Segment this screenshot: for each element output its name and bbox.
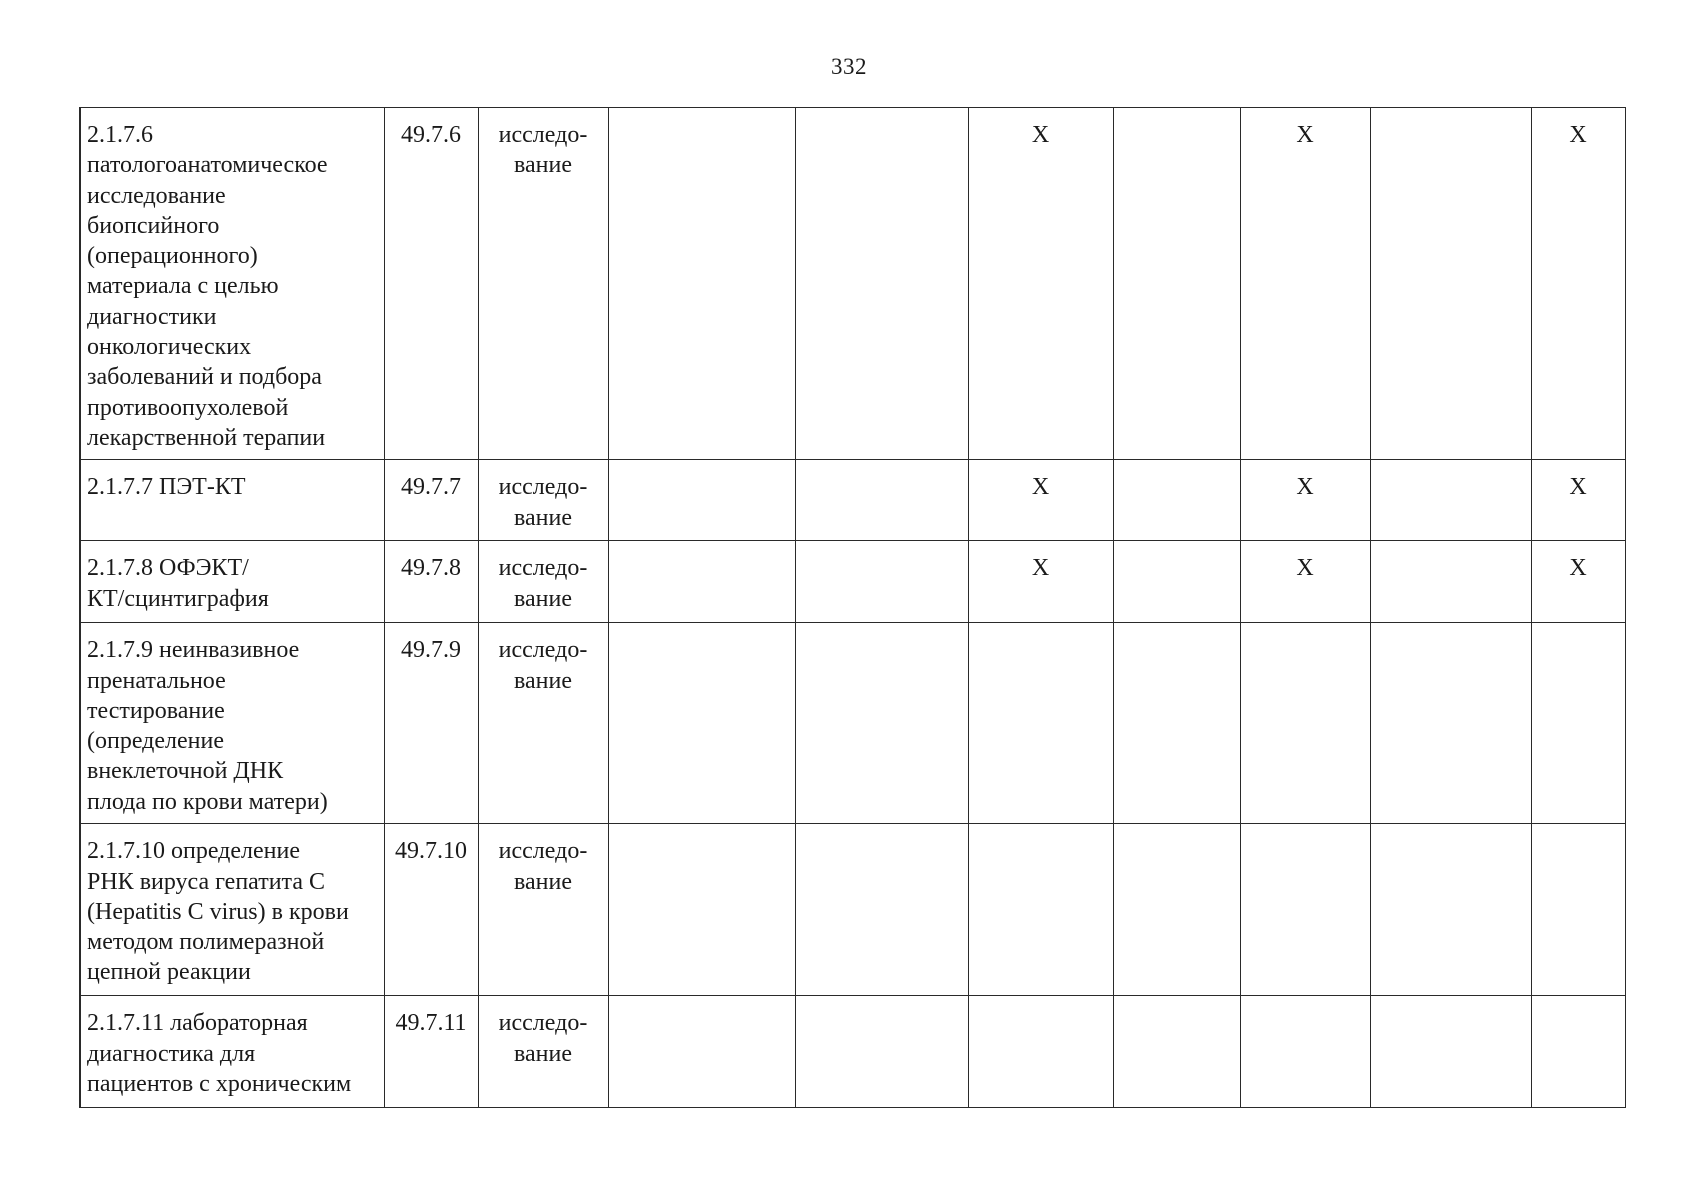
unit-line: вание: [513, 504, 572, 531]
cell-mark: X: [1240, 541, 1370, 623]
cell-mark: X: [968, 541, 1113, 623]
cell-mark: [968, 996, 1113, 1108]
service-name-line: пренатальное: [87, 667, 226, 694]
service-name-line: биопсийного: [87, 212, 220, 239]
service-name-line: РНК вируса гепатита С: [87, 868, 325, 895]
cell-service-name: [80, 460, 384, 541]
service-name-line: 2.1.7.8 ОФЭКТ/: [87, 555, 249, 582]
service-name-line: 2.1.7.9 неинвазивное: [87, 637, 300, 664]
page-number: 332: [831, 54, 867, 79]
unit-line: исследо-: [498, 637, 588, 664]
cell-row-code: 49.7.9: [384, 623, 478, 824]
cell-service-name: [80, 996, 384, 1108]
cell-service-name: [80, 824, 384, 996]
cell-row-code: 49.7.10: [384, 824, 478, 996]
cell-unit: [478, 824, 608, 996]
cell-mark: [608, 996, 795, 1108]
service-name-line: методом полимеразной: [87, 929, 325, 956]
cell-row-code: 49.7.8: [384, 541, 478, 623]
cell-mark: X: [968, 108, 1113, 460]
cell-mark: [795, 108, 968, 460]
cell-mark: X: [1240, 108, 1370, 460]
service-name-line: внеклеточной ДНК: [87, 758, 284, 785]
table-row: [80, 541, 1625, 623]
service-name-line: заболеваний и подбора: [87, 364, 322, 391]
cell-mark: [608, 824, 795, 996]
unit-line: вание: [513, 667, 572, 694]
unit-line: исследо-: [498, 474, 588, 501]
table-row: [80, 824, 1625, 996]
unit-line: исследо-: [498, 555, 588, 582]
cell-mark: [1370, 996, 1531, 1108]
cell-mark: [1531, 623, 1625, 824]
cell-mark: X: [1531, 541, 1625, 623]
cell-mark: [1113, 824, 1240, 996]
service-name-line: КТ/сцинтиграфия: [87, 585, 269, 612]
cell-unit: [478, 108, 608, 460]
cell-unit: [478, 996, 608, 1108]
service-name-line: диагностика для: [87, 1040, 256, 1067]
table-row: [80, 623, 1625, 824]
unit-line: вание: [513, 1040, 572, 1067]
service-name-line: диагностики: [87, 303, 217, 330]
cell-service-name: [80, 623, 384, 824]
cell-mark: [1531, 824, 1625, 996]
cell-mark: X: [968, 460, 1113, 541]
cell-mark: [1113, 996, 1240, 1108]
cell-mark: [1240, 824, 1370, 996]
cell-service-name: [80, 108, 384, 460]
unit-line: вание: [513, 585, 572, 612]
unit-line: исследо-: [498, 122, 588, 148]
unit-line: исследо-: [498, 1010, 588, 1037]
cell-mark: [795, 996, 968, 1108]
cell-mark: [1370, 460, 1531, 541]
service-name-line: цепной реакции: [87, 959, 251, 986]
cell-mark: [1370, 108, 1531, 460]
service-name-line: пациентов с хроническим: [87, 1070, 352, 1097]
unit-line: исследо-: [498, 838, 588, 865]
cell-mark: [1370, 623, 1531, 824]
service-name-line: онкологических: [87, 334, 252, 361]
data-table: [79, 107, 1626, 1108]
cell-mark: [608, 541, 795, 623]
cell-mark: X: [1240, 460, 1370, 541]
cell-mark: [795, 824, 968, 996]
cell-mark: [608, 623, 795, 824]
service-name-line: 2.1.7.6: [87, 122, 153, 148]
cell-mark: [608, 460, 795, 541]
service-name-line: 2.1.7.10 определение: [87, 838, 301, 865]
service-name-line: лекарственной терапии: [87, 424, 326, 451]
cell-unit: [478, 541, 608, 623]
cell-mark: [1370, 541, 1531, 623]
unit-line: вание: [513, 152, 572, 179]
cell-mark: X: [1531, 460, 1625, 541]
service-name-line: (Hepatitis С virus) в крови: [87, 898, 349, 925]
cell-mark: [795, 541, 968, 623]
service-name-line: 2.1.7.7 ПЭТ-КТ: [87, 474, 246, 501]
service-name-line: 2.1.7.11 лабораторная: [87, 1010, 308, 1037]
cell-mark: [1113, 623, 1240, 824]
cell-row-code: 49.7.11: [384, 996, 478, 1108]
cell-service-name: [80, 541, 384, 623]
service-name-line: противоопухолевой: [87, 394, 289, 421]
service-name-line: плода по крови матери): [87, 788, 328, 815]
cell-row-code: 49.7.6: [384, 108, 478, 460]
cell-mark: [608, 108, 795, 460]
cell-mark: [795, 460, 968, 541]
cell-mark: [968, 824, 1113, 996]
service-name-line: исследование: [87, 182, 226, 209]
cell-mark: [1113, 108, 1240, 460]
cell-row-code: 49.7.7: [384, 460, 478, 541]
cell-mark: [1113, 460, 1240, 541]
cell-unit: [478, 460, 608, 541]
cell-mark: [795, 623, 968, 824]
table-row: [80, 996, 1625, 1108]
service-name-line: (определение: [87, 728, 225, 755]
service-name-line: патологоанатомическое: [87, 152, 328, 179]
service-name-line: тестирование: [87, 697, 225, 724]
cell-mark: [1113, 541, 1240, 623]
cell-unit: [478, 623, 608, 824]
table-body: [80, 108, 1625, 1108]
table-row: [80, 460, 1625, 541]
cell-mark: [1370, 824, 1531, 996]
cell-mark: [968, 623, 1113, 824]
service-name-line: материала с целью: [87, 273, 279, 300]
cell-mark: [1531, 996, 1625, 1108]
cell-mark: [1240, 623, 1370, 824]
table-row: [80, 108, 1625, 460]
cell-mark: [1240, 996, 1370, 1108]
service-name-line: (операционного): [87, 243, 258, 270]
unit-line: вание: [513, 868, 572, 895]
cell-mark: X: [1531, 108, 1625, 460]
